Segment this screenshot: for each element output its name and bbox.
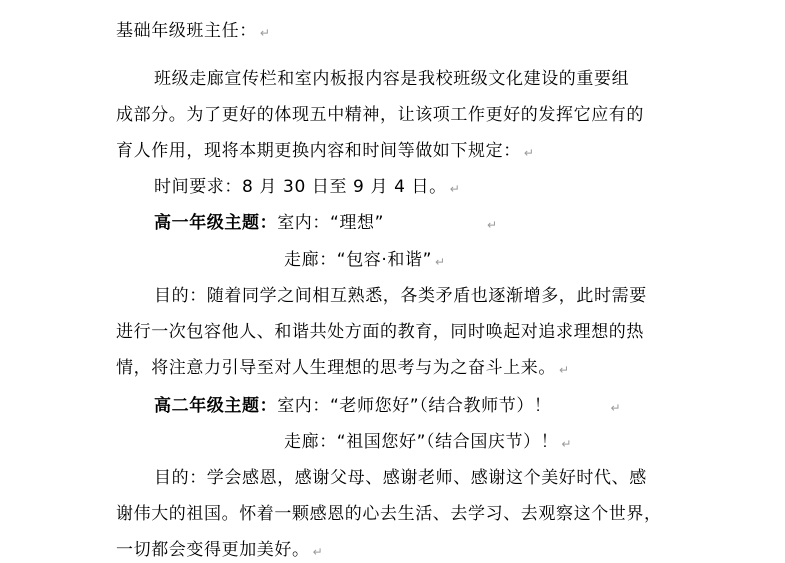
- grade2-corridor-text: 走廊：“祖国您好”（结合国庆节）！: [284, 432, 559, 452]
- paragraph-mark-icon: ↵: [610, 401, 621, 415]
- paragraph-mark-icon: ↵: [259, 26, 270, 40]
- intro-line-1: [154, 67, 629, 91]
- intro-text-3: 育人作用，现将本期更换内容和时间等做如下规定：: [116, 141, 521, 161]
- paragraph-mark-icon: ↵: [312, 545, 323, 559]
- grade1-purpose-text-1: 目的：随着同学之间相互熟悉，各类矛盾也逐渐增多，此时需要: [154, 286, 647, 306]
- grade2-theme-line: [154, 394, 621, 419]
- paragraph-mark-icon: ↵: [559, 363, 570, 377]
- grade2-purpose-text-2: 谢伟大的祖国。怀着一颗感恩的心去生活、去学习、去观察这个世界，: [116, 504, 662, 524]
- salutation-text: 基础年级班主任：: [116, 21, 257, 41]
- grade2-purpose-line-2: [116, 502, 662, 526]
- intro-text-2: 成部分。为了更好的体现五中精神，让该项工作更好的发挥它应有的: [116, 105, 644, 125]
- grade1-purpose-line-2: [116, 320, 644, 344]
- grade2-indoor-text: 室内：“老师您好”（结合教师节）！: [277, 396, 552, 416]
- grade1-purpose-text-2: 进行一次包容他人、和谐共处方面的教育，同时唤起对追求理想的热: [116, 322, 644, 342]
- grade2-purpose-text-1: 目的：学会感恩，感谢父母、感谢老师、感谢这个美好时代、感: [154, 468, 647, 488]
- time-requirement-line: [154, 175, 460, 200]
- grade1-theme-label: 高一年级主题：: [154, 213, 278, 233]
- grade2-theme-label: 高二年级主题：: [154, 396, 278, 416]
- salutation-line: [116, 19, 270, 44]
- grade2-purpose-line-1: [154, 466, 647, 490]
- paragraph-mark-icon: ↵: [449, 182, 460, 196]
- intro-text-1: 班级走廊宣传栏和室内板报内容是我校班级文化建设的重要组: [154, 69, 630, 89]
- paragraph-mark-icon: ↵: [523, 146, 534, 160]
- grade2-purpose-text-3: 一切都会变得更加美好。: [116, 540, 310, 560]
- intro-line-3: [116, 139, 534, 164]
- grade1-indoor-text: 室内：“理想”: [277, 213, 385, 233]
- grade1-purpose-line-1: [154, 284, 647, 308]
- paragraph-mark-icon: ↵: [487, 218, 498, 232]
- time-requirement-text: 时间要求：8 月 30 日至 9 月 4 日。: [154, 177, 447, 197]
- grade1-purpose-text-3: 情，将注意力引导至对人生理想的思考与为之奋斗上来。: [116, 358, 556, 378]
- grade1-purpose-line-3: [116, 356, 569, 381]
- paragraph-mark-icon: ↵: [435, 255, 446, 269]
- grade2-purpose-line-3: [116, 538, 323, 563]
- intro-line-2: [116, 103, 644, 127]
- grade2-corridor-line: [284, 430, 571, 455]
- grade1-theme-line: [154, 211, 497, 236]
- grade1-corridor-line: [284, 248, 445, 273]
- grade1-corridor-text: 走廊：“包容·和谐”: [284, 250, 433, 270]
- paragraph-mark-icon: ↵: [561, 437, 572, 451]
